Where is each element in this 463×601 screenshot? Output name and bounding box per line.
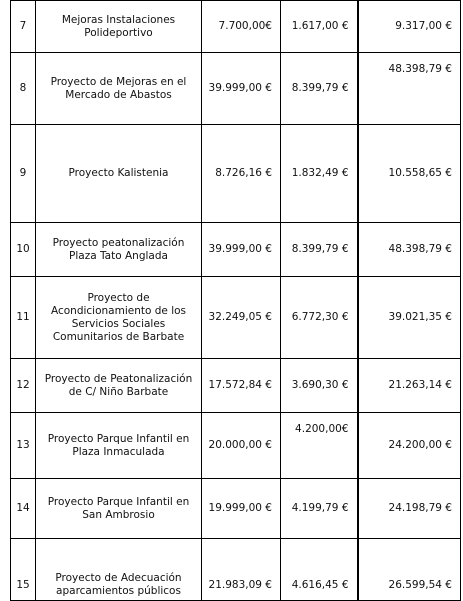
iva-amount: 4.200,00€ — [281, 413, 358, 479]
iva-amount: 1.832,49 € — [281, 125, 358, 223]
base-amount: 7.700,00€ — [202, 1, 281, 53]
project-name: Proyecto Kalistenia — [36, 125, 202, 223]
base-amount: 39.999,00 € — [202, 53, 281, 125]
table-row — [11, 479, 461, 539]
total-amount: 48.398,79 € — [358, 223, 461, 277]
table-row — [11, 53, 461, 125]
table-row — [11, 125, 461, 223]
base-amount: 20.000,00 € — [202, 413, 281, 479]
total-amount: 10.558,65 € — [358, 125, 461, 223]
base-amount: 32.249,05 € — [202, 277, 281, 359]
row-number: 12 — [11, 359, 36, 413]
total-amount: 21.263,14 € — [358, 359, 461, 413]
table-row — [11, 413, 461, 479]
iva-amount: 3.690,30 € — [281, 359, 358, 413]
row-number: 10 — [11, 223, 36, 277]
base-amount: 21.983,09 € — [202, 539, 281, 601]
iva-amount: 8.399,79 € — [281, 53, 358, 125]
total-amount: 48.398,79 € — [358, 53, 461, 125]
iva-amount: 1.617,00 € — [281, 1, 358, 53]
project-name: Proyecto de Adecuación aparcamientos públicos — [36, 539, 202, 601]
project-name: Proyecto de Acondicionamiento de los Servicios Sociales Comunitarios de Barbate — [36, 277, 202, 359]
row-number: 15 — [11, 539, 36, 601]
table-row — [11, 359, 461, 413]
base-amount: 19.999,00 € — [202, 479, 281, 539]
iva-amount: 4.616,45 € — [281, 539, 358, 601]
row-number: 14 — [11, 479, 36, 539]
base-amount: 8.726,16 € — [202, 125, 281, 223]
project-name: Mejoras Instalaciones Polideportivo — [36, 1, 202, 53]
total-amount: 26.599,54 € — [358, 539, 461, 601]
row-number: 11 — [11, 277, 36, 359]
table-row — [11, 1, 461, 53]
row-number: 9 — [11, 125, 36, 223]
project-name: Proyecto Parque Infantil en Plaza Inmaculada — [36, 413, 202, 479]
base-amount: 39.999,00 € — [202, 223, 281, 277]
projects-table — [10, 0, 461, 601]
iva-amount: 8.399,79 € — [281, 223, 358, 277]
project-name: Proyecto de Mejoras en el Mercado de Abastos — [36, 53, 202, 125]
table-row — [11, 277, 461, 359]
project-name: Proyecto de Peatonalización de C/ Niño Barbate — [36, 359, 202, 413]
base-amount: 17.572,84 € — [202, 359, 281, 413]
project-name: Proyecto Parque Infantil en San Ambrosio — [36, 479, 202, 539]
total-amount: 24.198,79 € — [358, 479, 461, 539]
total-amount: 24.200,00 € — [358, 413, 461, 479]
total-amount: 39.021,35 € — [358, 277, 461, 359]
total-amount: 9.317,00 € — [358, 1, 461, 53]
row-number: 7 — [11, 1, 36, 53]
project-name: Proyecto peatonalización Plaza Tato Anglada — [36, 223, 202, 277]
table-row — [11, 539, 461, 601]
table-row — [11, 223, 461, 277]
row-number: 13 — [11, 413, 36, 479]
iva-amount: 6.772,30 € — [281, 277, 358, 359]
iva-amount: 4.199,79 € — [281, 479, 358, 539]
row-number: 8 — [11, 53, 36, 125]
